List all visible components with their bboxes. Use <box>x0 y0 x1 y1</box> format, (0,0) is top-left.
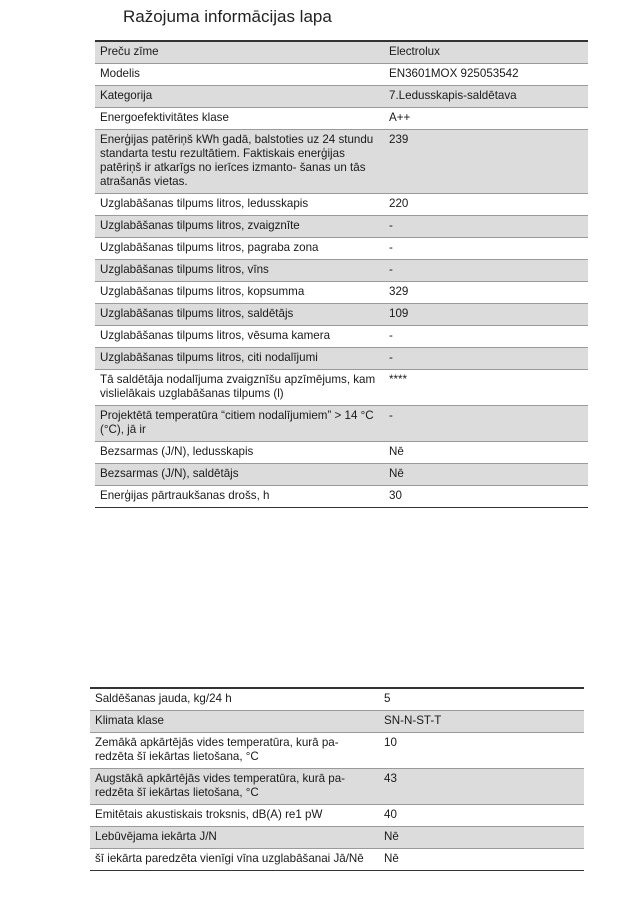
performance-table <box>90 687 584 871</box>
row-label: Bezsarmas (J/N), saldētājs <box>95 464 384 486</box>
row-value: 30 <box>384 486 588 508</box>
row-value: 43 <box>379 769 584 805</box>
row-label: Tā saldētāja nodalījuma zvaigznīšu apzīmējums, kam vislielākais uzglabāšanas tilpums (l) <box>95 370 384 406</box>
row-value: 329 <box>384 282 588 304</box>
table-row <box>90 805 584 827</box>
table-row <box>90 711 584 733</box>
table-row <box>95 304 588 326</box>
table-row <box>95 64 588 86</box>
row-label: Projektētā temperatūra “citiem nodalījumiem” > 14 °C (°C), jā ir <box>95 406 384 442</box>
row-value: - <box>384 406 588 442</box>
row-value: 7.Ledusskapis-saldētava <box>384 86 588 108</box>
table-row <box>95 348 588 370</box>
table-row <box>95 130 588 194</box>
row-label: Uzglabāšanas tilpums litros, citi nodalījumi <box>95 348 384 370</box>
table-row <box>95 370 588 406</box>
row-value: Nē <box>379 827 584 849</box>
row-label: Saldēšanas jauda, kg/24 h <box>90 688 379 711</box>
row-value: Nē <box>384 442 588 464</box>
table-row <box>90 769 584 805</box>
row-label: Enerģijas pārtraukšanas drošs, h <box>95 486 384 508</box>
row-value: EN3601MOX 925053542 <box>384 64 588 86</box>
row-value: 220 <box>384 194 588 216</box>
row-label: Preču zīme <box>95 41 384 64</box>
row-label: Augstākā apkārtējās vides temperatūra, kurā pa- redzēta šī iekārtas lietošana, °C <box>90 769 379 805</box>
row-value: 40 <box>379 805 584 827</box>
row-label: Enerģijas patēriņš kWh gadā, balstoties uz 24 stundu standarta testu rezultātiem. Faktiskais enerģijas patēriņš ir atkarīgs no ierīces izmanto- šanas un tās atrašanās vietas. <box>95 130 384 194</box>
row-label: Uzglabāšanas tilpums litros, pagraba zona <box>95 238 384 260</box>
row-value: - <box>384 260 588 282</box>
table-row <box>95 108 588 130</box>
row-label: Uzglabāšanas tilpums litros, vīns <box>95 260 384 282</box>
table-row <box>95 486 588 508</box>
row-label: Uzglabāšanas tilpums litros, saldētājs <box>95 304 384 326</box>
table-row <box>95 238 588 260</box>
table-row <box>95 216 588 238</box>
row-value: - <box>384 238 588 260</box>
table-row <box>95 282 588 304</box>
table-row <box>95 406 588 442</box>
row-value: Nē <box>384 464 588 486</box>
row-label: Lebūvējama iekārta J/N <box>90 827 379 849</box>
table-row <box>95 442 588 464</box>
row-value: Electrolux <box>384 41 588 64</box>
row-label: Energoefektivitātes klase <box>95 108 384 130</box>
table-row <box>95 41 588 64</box>
row-value: - <box>384 326 588 348</box>
row-label: Modelis <box>95 64 384 86</box>
row-value: 10 <box>379 733 584 769</box>
row-label: Klimata klase <box>90 711 379 733</box>
row-label: Uzglabāšanas tilpums litros, zvaigznīte <box>95 216 384 238</box>
table-row <box>95 260 588 282</box>
row-label: Emitētais akustiskais troksnis, dB(A) re1 pW <box>90 805 379 827</box>
table-row <box>90 849 584 871</box>
table-row <box>90 733 584 769</box>
row-value: 239 <box>384 130 588 194</box>
row-value: **** <box>384 370 588 406</box>
row-value: SN-N-ST-T <box>379 711 584 733</box>
table-row <box>95 464 588 486</box>
row-label: Uzglabāšanas tilpums litros, vēsuma kamera <box>95 326 384 348</box>
row-label: Zemākā apkārtējās vides temperatūra, kurā pa- redzēta šī iekārtas lietošana, °C <box>90 733 379 769</box>
product-info-table <box>95 40 588 508</box>
row-value: A++ <box>384 108 588 130</box>
row-label: Bezsarmas (J/N), ledusskapis <box>95 442 384 464</box>
row-value: - <box>384 216 588 238</box>
page-title: Ražojuma informācijas lapa <box>123 7 332 26</box>
row-value: 5 <box>379 688 584 711</box>
table-row <box>95 86 588 108</box>
row-label: Uzglabāšanas tilpums litros, ledusskapis <box>95 194 384 216</box>
row-value: 109 <box>384 304 588 326</box>
table-row <box>95 194 588 216</box>
row-label: šī iekārta paredzēta vienīgi vīna uzglabāšanai Jā/Nē <box>90 849 379 871</box>
table-row <box>90 688 584 711</box>
row-value: - <box>384 348 588 370</box>
table-row <box>90 827 584 849</box>
row-value: Nē <box>379 849 584 871</box>
table-row <box>95 326 588 348</box>
row-label: Uzglabāšanas tilpums litros, kopsumma <box>95 282 384 304</box>
row-label: Kategorija <box>95 86 384 108</box>
